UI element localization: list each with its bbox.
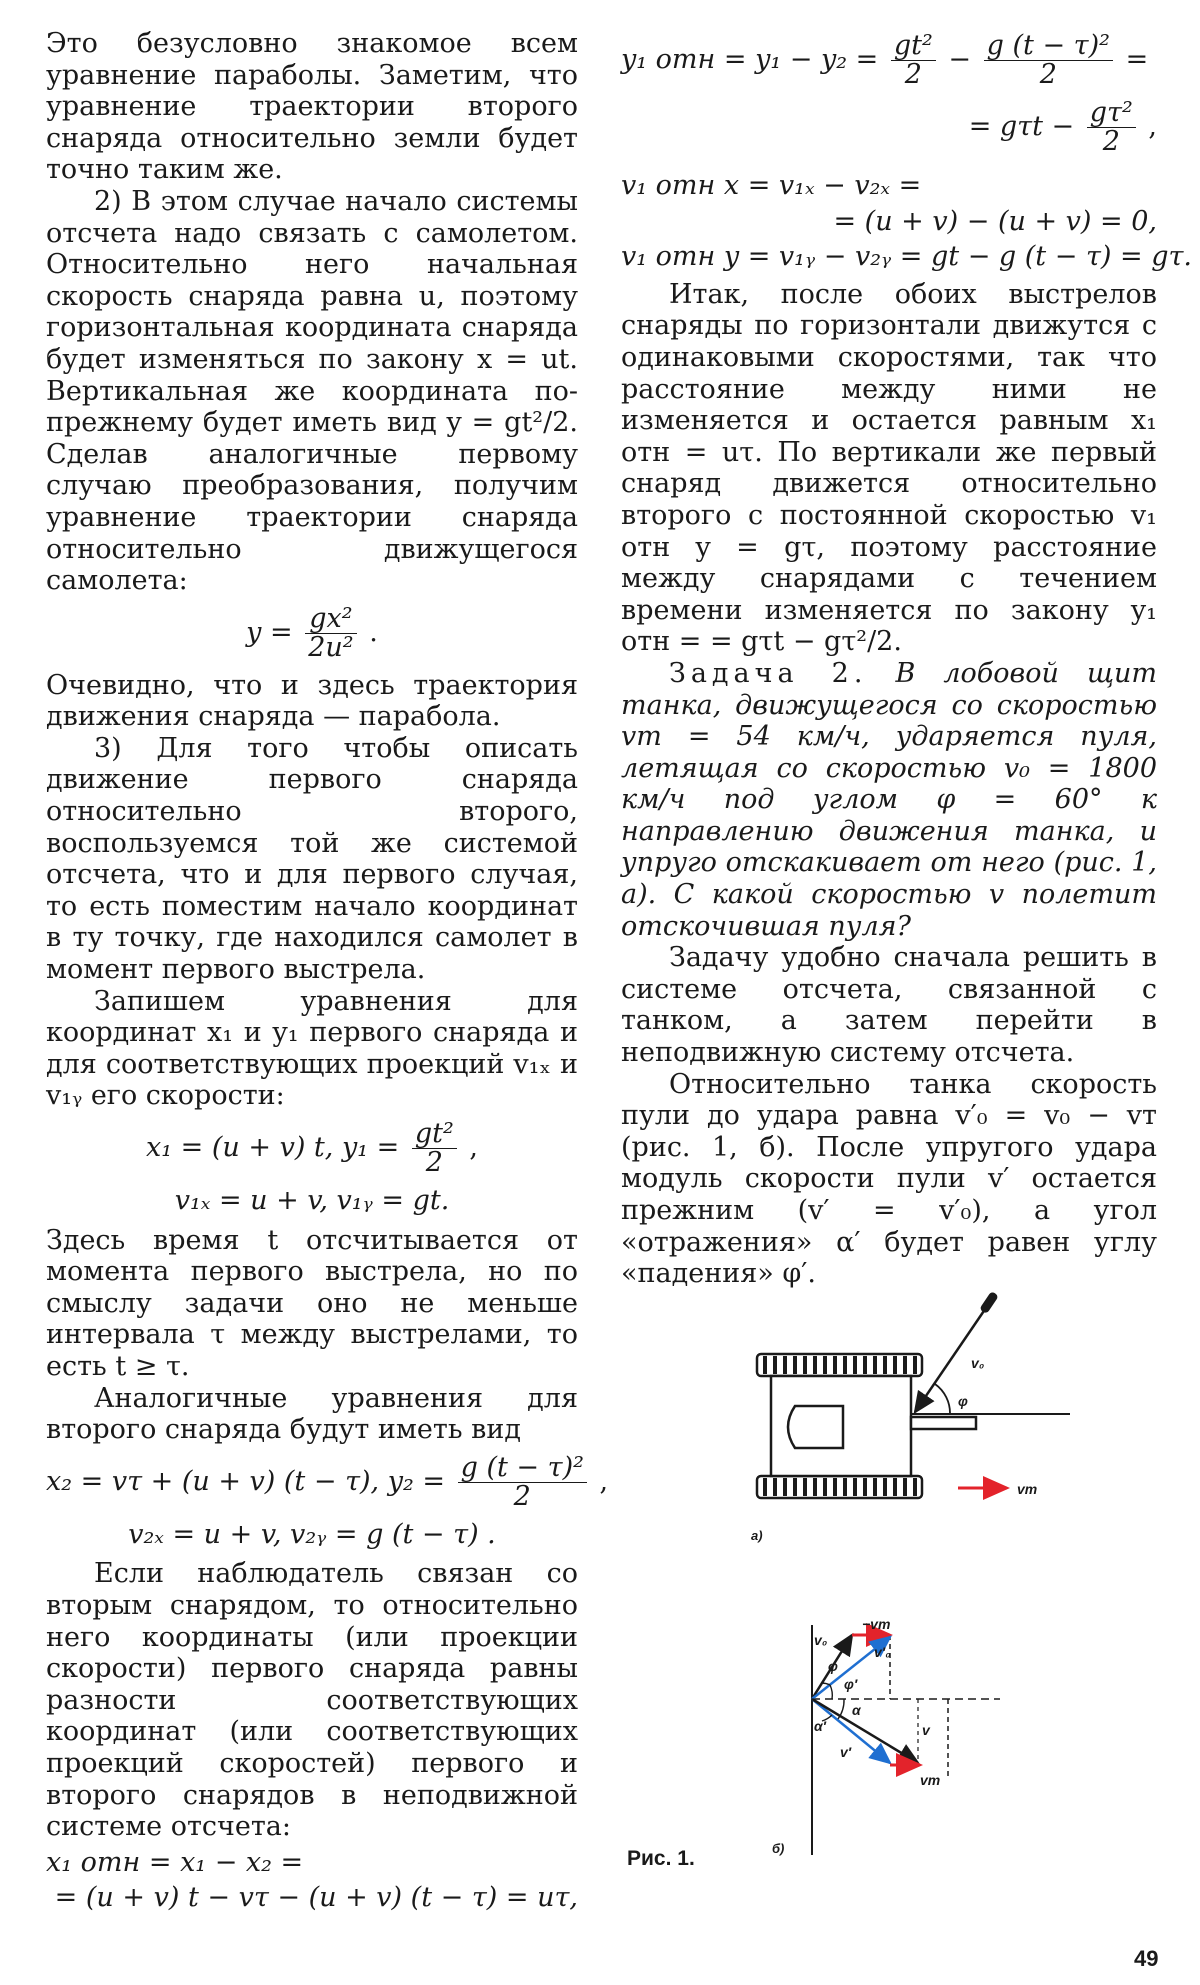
label-v0: v₀	[971, 1355, 985, 1371]
eq2-fraction	[412, 1120, 457, 1177]
task-2	[621, 658, 1157, 942]
eq8-fraction	[1087, 99, 1136, 156]
eq1-num: gx²	[305, 605, 356, 634]
label-minus-vt: −vт	[862, 1616, 891, 1632]
angle-phi-arc	[935, 1384, 950, 1414]
eq2-lhs: x₁ = (u + v) t, y₁ =	[146, 1132, 400, 1163]
equation-second-shell-velocity: v₂ₓ = u + v, v₂ᵧ = g (t − τ) .	[128, 1518, 496, 1550]
task-text: В лобовой щит танка, движущегося со скоростью vт = 54 км/ч, ударяется пуля, летящая со скоростью v₀ = 1800 км/ч под углом φ = 60° к направлению движения танка, и упруго отскакивает от него (рис. 1, а). С какой скоростью v полетит отскочившая пуля?	[621, 657, 1157, 942]
equation-first-shell-velocity: v₁ₓ = u + v, v₁ᵧ = gt.	[174, 1185, 450, 1216]
label-vt-b: vт	[920, 1772, 941, 1788]
eq7-den1: 2	[904, 59, 922, 90]
label-v: v	[922, 1722, 930, 1738]
paragraph-4: 3) Для того чтобы описать движение первого снаряда относительно второго, воспользуемся той же системой отсчета, что и для первого случая, то есть поместим начало координат в ту точку, где находился самолет в момент первого выстрела.	[46, 732, 578, 986]
eq4-lhs: x₂ = vτ + (u + v) (t − τ), y₂ =	[46, 1465, 445, 1497]
eq1-lhs: y =	[246, 616, 293, 648]
label-phi-prime: φ′	[844, 1676, 858, 1692]
label-phi: φ	[958, 1393, 968, 1409]
paragraph-1: Это безусловно знакомое всем уравнение параболы. Заметим, что уравнение траектории второго снаряда относительно земли будет точно таким же.	[46, 28, 578, 186]
paragraph-5: Запишем уравнения для координат x₁ и y₁ первого снаряда и для соответствующих проекций v₁ₓ и v₁ᵧ его скорости:	[46, 985, 578, 1112]
paragraph-2: 2) В этом случае начало системы отсчета надо связать с самолетом. Относительно него начальная скорость снаряда равна u, поэтому горизонтальная координата снаряда будет изменяться по закону x = ut. Вертикальная же координата по-прежнему будет иметь вид y = gt²/2. Сделав аналогичные первому случаю преобразования, получим уравнение траектории снаряда относительно движущегося самолета:	[46, 185, 578, 597]
bullet-icon	[979, 1291, 999, 1314]
eq4-den: 2	[513, 1480, 531, 1512]
label-v-prime: v′	[840, 1744, 852, 1760]
figure-b-vectors	[770, 1615, 1030, 1865]
equation-second-shell-coords	[46, 1451, 609, 1512]
eq8-end: ,	[1148, 111, 1157, 142]
equation-relative-y-line2	[621, 99, 1157, 156]
label-alpha: α	[852, 1702, 861, 1718]
eq2-num: gt²	[412, 1120, 457, 1149]
figure-caption: Рис. 1.	[627, 1847, 695, 1870]
eq7-den2: 2	[1039, 59, 1057, 90]
paragraph-7: Аналогичные уравнения для второго снаряда будут иметь вид	[46, 1382, 578, 1446]
equation-relative-y-line1	[621, 32, 1157, 89]
tank-track-bottom	[757, 1476, 922, 1498]
eq7-num2: g (t − τ)²	[984, 32, 1113, 61]
label-phi-b: φ	[828, 1658, 838, 1674]
eq4-fraction	[458, 1451, 587, 1512]
tank-turret	[788, 1406, 843, 1448]
paragraph-11: Относительно танка скорость пули до удара равна v′₀ = v₀ − vт (рис. 1, б). После упругого удара модуль скорости пули v′ остается прежним (v′ = v′₀), а угол «отражения» α′ будет равен углу «падения» φ′.	[621, 1068, 1157, 1290]
eq7-fraction-2	[984, 32, 1113, 89]
eq2-den: 2	[425, 1147, 443, 1178]
eq7-lhs: y₁ отн = y₁ − y₂ =	[621, 44, 879, 75]
eq7-minus: −	[948, 44, 972, 75]
label-alpha-prime: α′	[814, 1718, 827, 1734]
vector-v	[812, 1699, 918, 1763]
label-v0-prime: v′₀	[874, 1644, 891, 1660]
right-column	[621, 28, 1193, 1290]
label-v0-b: v₀	[814, 1632, 828, 1648]
label-vt: vт	[1017, 1481, 1038, 1497]
arc-phi-prime	[830, 1685, 832, 1699]
eq4-num: g (t − τ)²	[458, 1454, 587, 1483]
eq1-fraction	[305, 602, 356, 663]
tank-gun	[911, 1417, 976, 1429]
label-b: б)	[772, 1841, 785, 1856]
equation-relative-x-line2: = (u + v) t − vτ − (u + v) (t − τ) = uτ,	[54, 1882, 578, 1914]
eq8-lhs: = gτt −	[968, 111, 1075, 142]
equation-relative-vy: v₁ отн y = v₁ᵧ − v₂ᵧ = gt − g (t − τ) = gτ.	[621, 241, 1193, 273]
eq7-num1: gt²	[891, 32, 936, 61]
equation-parabola-plane	[46, 602, 578, 663]
eq4-end: ,	[599, 1465, 609, 1497]
eq8-num: gτ²	[1087, 99, 1136, 128]
eq2-end: ,	[469, 1132, 478, 1163]
page-number: 49	[1134, 1946, 1159, 1971]
paragraph-8: Если наблюдатель связан со вторым снарядом, то относительно него координаты (или проекции скорости) первого снаряда равны разности соответствующих координат (или соответствующих проекций скоростей) первого и второго снарядов в неподвижной системе отсчета:	[46, 1558, 578, 1843]
arc-phi	[822, 1683, 830, 1685]
eq1-den: 2u²	[308, 631, 354, 663]
left-column	[46, 28, 609, 1918]
paragraph-9: Итак, после обоих выстрелов снаряды по горизонтали движутся с одинаковыми скоростями, так что расстояние между ними не изменяется и остается равным x₁ отн = uτ. По вертикали же первый снаряд движется относительно второго с постоянной скоростью v₁ отн y = gτ, поэтому расстояние между снарядами с течением времени изменяется по закону y₁ отн = = gτt − gτ²/2.	[621, 278, 1157, 658]
eq7-end: =	[1125, 44, 1149, 75]
tank-track-top	[757, 1354, 922, 1376]
equation-relative-vx-line2: = (u + v) − (u + v) = 0,	[833, 205, 1157, 237]
equation-first-shell-coords	[46, 1120, 578, 1177]
paragraph-6: Здесь время t отсчитывается от момента первого выстрела, но по смыслу задачи оно не меньше интервала τ между выстрелами, то есть t ≥ τ.	[46, 1224, 578, 1382]
equation-relative-x-line1: x₁ отн = x₁ − x₂ =	[46, 1846, 304, 1878]
paragraph-3: Очевидно, что и здесь траектория движения снаряда — парабола.	[46, 669, 578, 733]
eq8-den: 2	[1102, 126, 1120, 157]
eq7-fraction-1	[891, 32, 936, 89]
paragraph-10: Задачу удобно сначала решить в системе отсчета, связанной с танком, а затем перейти в неподвижную систему отсчета.	[621, 942, 1157, 1069]
task-label: Задача 2.	[669, 657, 868, 689]
figure-a-tank	[745, 1290, 1105, 1550]
eq1-end: .	[369, 616, 378, 648]
label-a: а)	[751, 1528, 763, 1543]
equation-relative-vx-line1: v₁ отн x = v₁ₓ − v₂ₓ =	[621, 170, 922, 201]
